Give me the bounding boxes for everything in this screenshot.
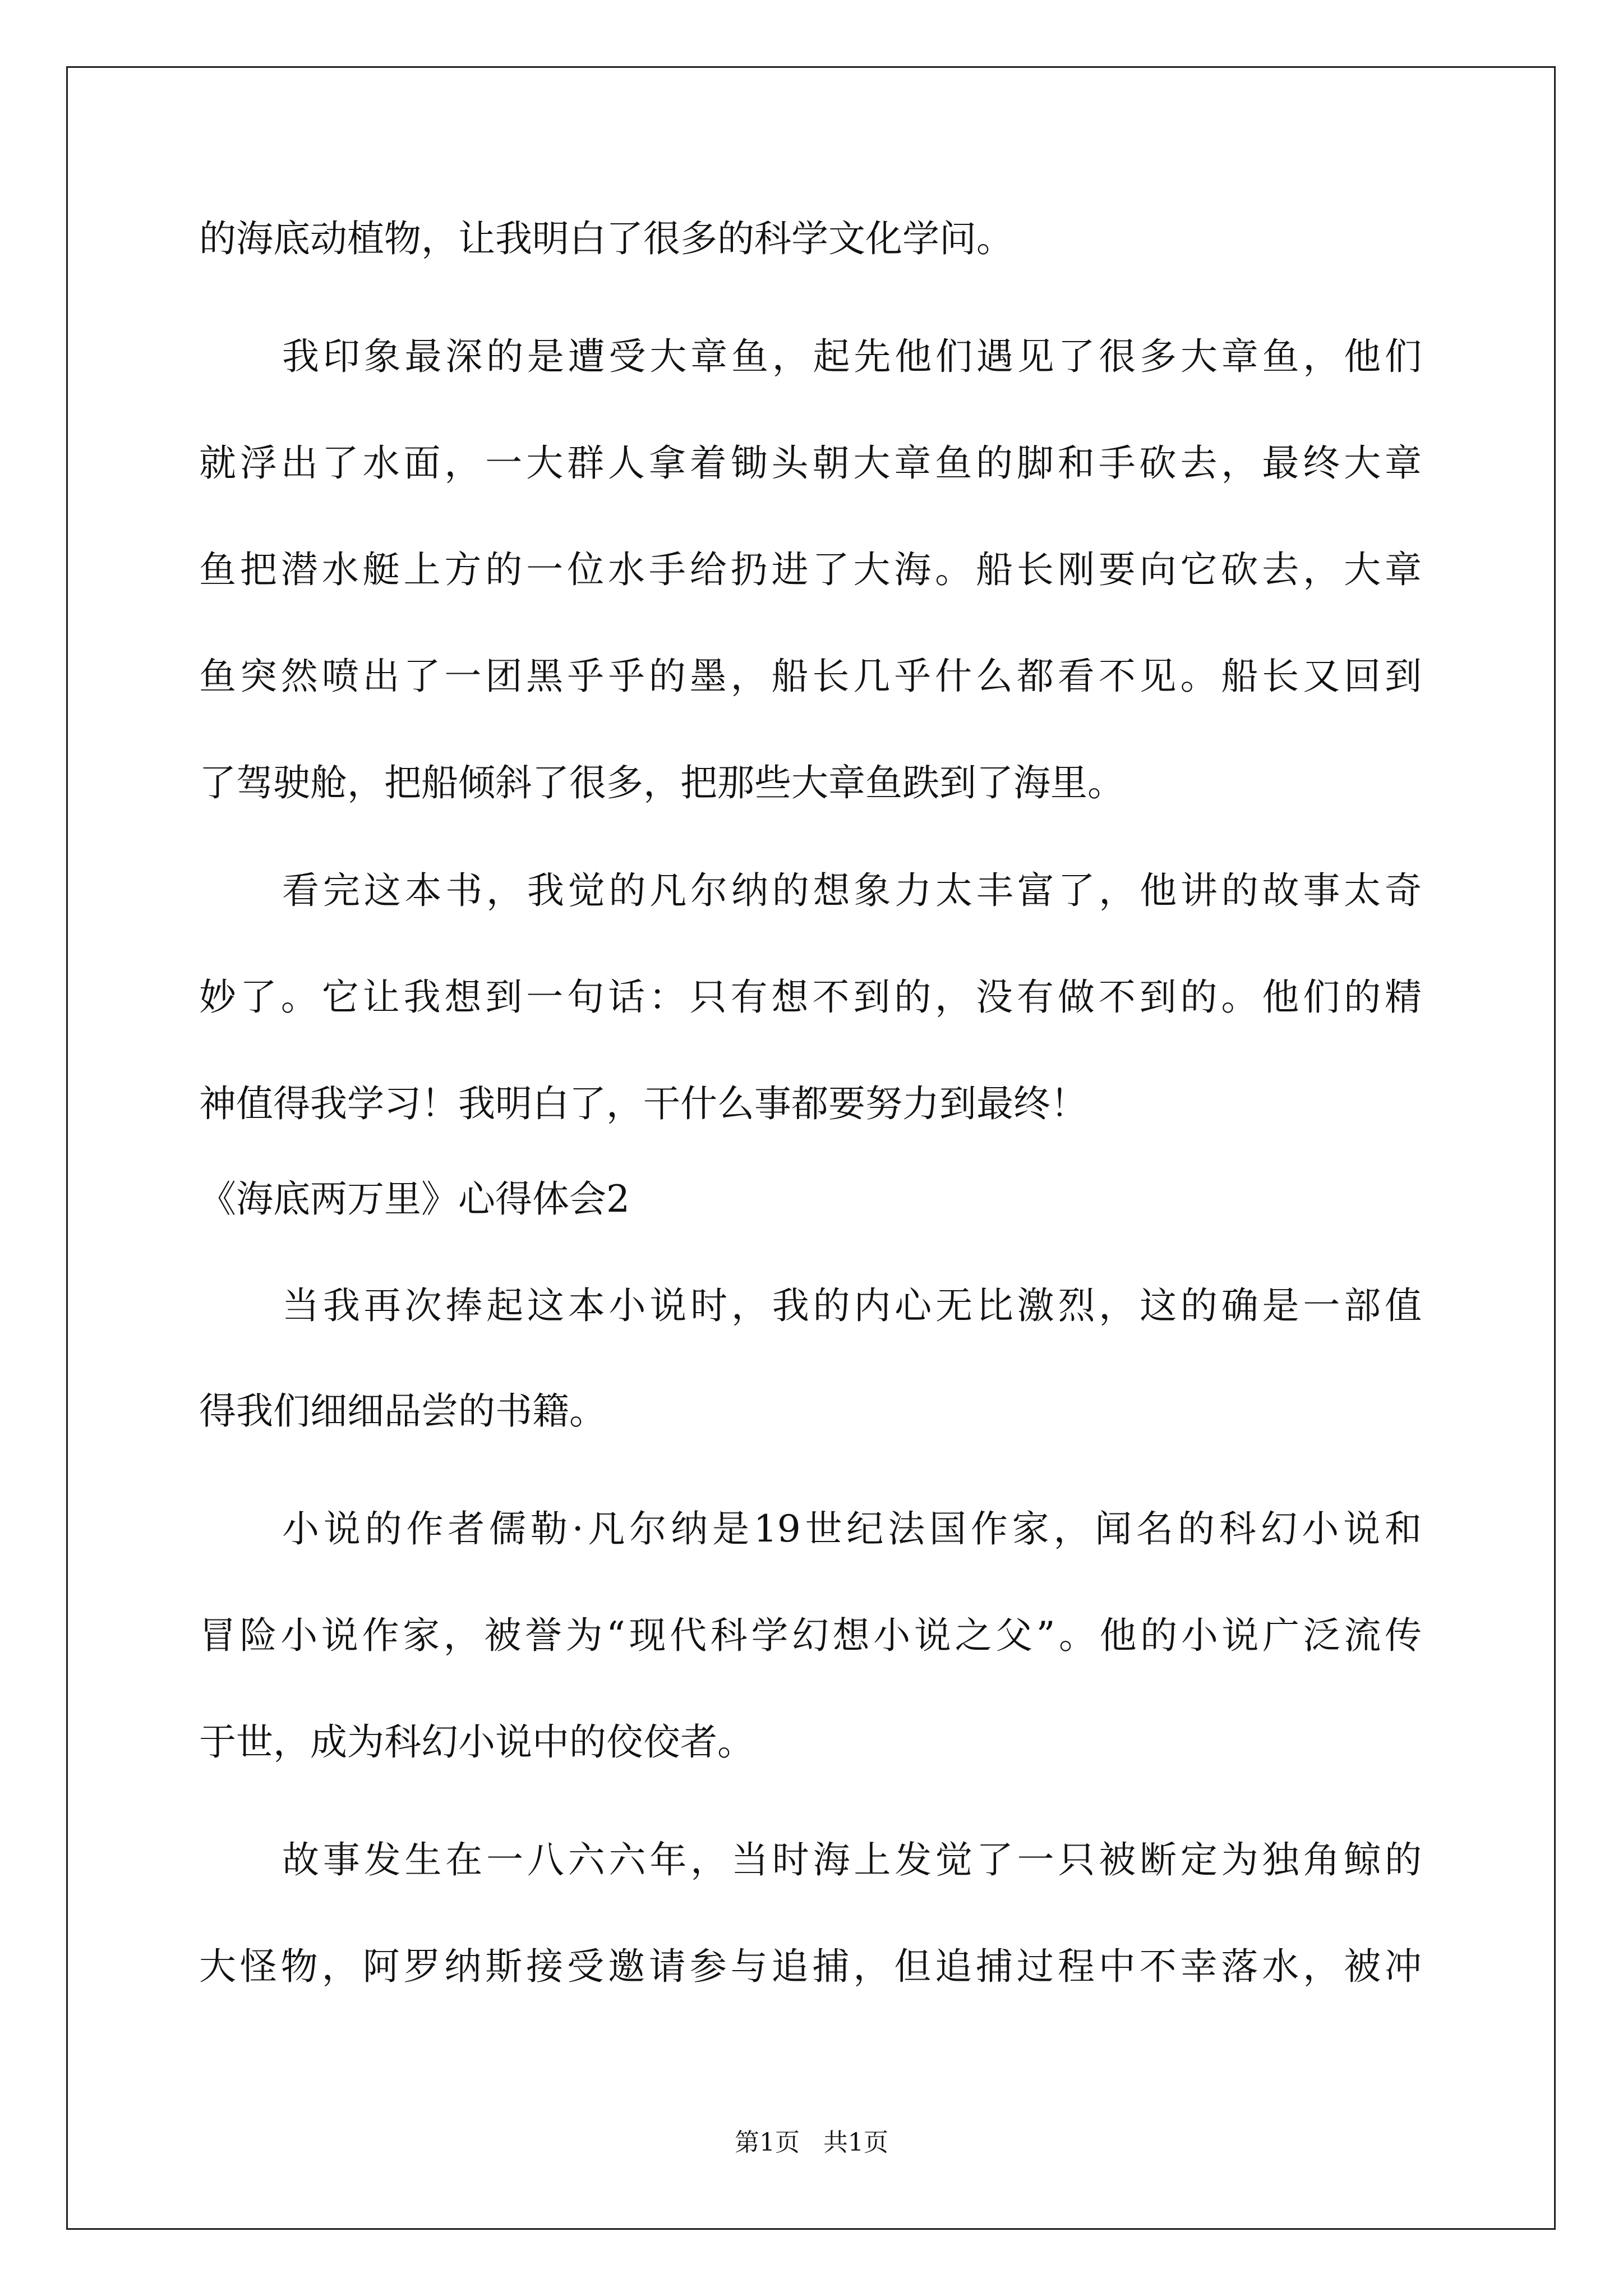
paragraph-line: 看完这本书，我觉的凡尔纳的想象力太丰富了，他讲的故事太奇 xyxy=(282,869,1422,912)
section-heading: 《海底两万里》心得体会2 xyxy=(199,1177,630,1221)
paragraph-line: 当我再次捧起这本小说时，我的内心无比激烈，这的确是一部值 xyxy=(282,1284,1422,1327)
page-footer: 第1页 共1页 xyxy=(735,2128,888,2157)
paragraph-line: 妙了。它让我想到一句话：只有想不到的，没有做不到的。他们的精 xyxy=(199,976,1422,1019)
paragraph-line: 冒险小说作家，被誉为“现代科学幻想小说之父”。他的小说广泛流传 xyxy=(199,1614,1422,1657)
paragraph-line: 就浮出了水面，一大群人拿着锄头朝大章鱼的脚和手砍去，最终大章 xyxy=(199,441,1422,485)
paragraph-line: 鱼突然喷出了一团黑乎乎的墨，船长几乎什么都看不见。船长又回到 xyxy=(199,655,1422,698)
paragraph-line: 鱼把潜水艇上方的一位水手给扔进了大海。船长刚要向它砍去，大章 xyxy=(199,548,1422,591)
paragraph-line: 大怪物，阿罗纳斯接受邀请参与追捕，但追捕过程中不幸落水，被冲 xyxy=(199,1945,1422,1988)
paragraph-line: 于世，成为科幻小说中的佼佼者。 xyxy=(199,1720,754,1764)
paragraph-line: 小说的作者儒勒·凡尔纳是19世纪法国作家，闻名的科幻小说和 xyxy=(282,1507,1422,1550)
paragraph-line: 我印象最深的是遭受大章鱼，起先他们遇见了很多大章鱼，他们 xyxy=(282,335,1422,378)
paragraph-line: 故事发生在一八六六年，当时海上发觉了一只被断定为独角鲸的 xyxy=(282,1838,1422,1881)
page-border xyxy=(66,66,1556,2230)
paragraph-line: 了驾驶舱，把船倾斜了很多，把那些大章鱼跌到了海里。 xyxy=(199,761,1124,804)
paragraph-line: 得我们细细品尝的书籍。 xyxy=(199,1389,606,1433)
paragraph-line: 神值得我学习！我明白了，干什么事都要努力到最终！ xyxy=(199,1082,1087,1125)
paragraph-line: 的海底动植物，让我明白了很多的科学文化学问。 xyxy=(199,217,1013,260)
